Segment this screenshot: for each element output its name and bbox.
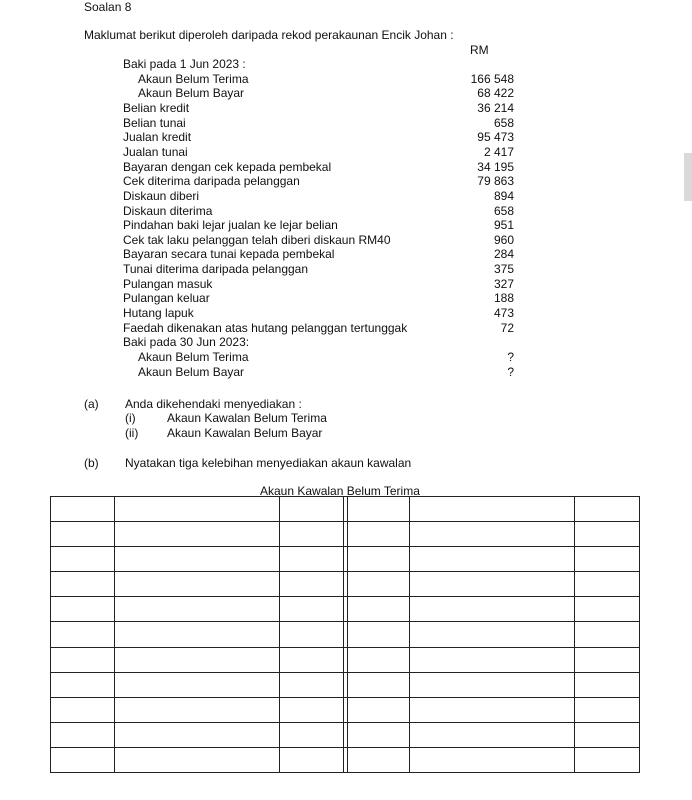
part-a-marker: (a)	[84, 397, 99, 411]
item-amount: 658	[493, 115, 514, 130]
item-amount: 960	[493, 232, 514, 247]
item-amount: 36 214	[477, 100, 514, 115]
part-a-sub-ii-text: Akaun Kawalan Belum Bayar	[167, 426, 323, 440]
item-label: Baki pada 1 Jun 2023 :	[123, 57, 246, 71]
part-b-marker: (b)	[84, 456, 99, 470]
item-amount: 68 422	[477, 86, 514, 101]
ledger-column-line	[639, 496, 640, 772]
ledger-column-line	[574, 496, 575, 772]
item-label: Hutang lapuk	[123, 306, 194, 321]
item-amount: ?	[507, 364, 514, 379]
item-label: Diskaun diberi	[123, 188, 200, 203]
part-a-text: Anda dikehendaki menyediakan :	[125, 397, 302, 411]
currency-header: RM	[470, 43, 489, 57]
ledger-title: Akaun Kawalan Belum Terima	[260, 484, 420, 498]
item-label: Pulangan keluar	[123, 291, 210, 306]
item-label: Tunai diterima daripada pelanggan	[123, 262, 309, 277]
item-label: Pulangan masuk	[123, 276, 213, 291]
ledger-center-divider	[343, 496, 348, 772]
item-label: Belian tunai	[123, 115, 186, 130]
item-label: Akaun Belum Bayar	[138, 86, 245, 101]
scrollbar-thumb[interactable]	[684, 153, 692, 201]
intro-text: Maklumat berikut diperoleh daripada rekod perakaunan Encik Johan :	[84, 28, 454, 42]
item-label: Cek tak laku pelanggan telah diberi diskaun RM40	[123, 232, 391, 247]
item-label: Diskaun diterima	[123, 203, 213, 218]
item-amount: 188	[493, 291, 514, 306]
item-label: Bayaran dengan cek kepada pembekal	[123, 159, 332, 174]
item-amount: 284	[493, 247, 514, 262]
item-amount: 473	[493, 306, 514, 321]
item-amount: 34 195	[477, 159, 514, 174]
item-amount: 894	[493, 188, 514, 203]
item-label: Akaun Belum Terima	[138, 71, 249, 86]
item-label: Akaun Belum Bayar	[138, 364, 245, 379]
part-a-sub-i-marker: (i)	[125, 411, 136, 425]
item-label: Jualan tunai	[123, 144, 188, 159]
ledger-column-line	[50, 496, 51, 772]
item-amount: 95 473	[477, 130, 514, 145]
item-amount: 2 417	[483, 144, 514, 159]
ledger-column-line	[279, 496, 280, 772]
part-a-sub-ii-marker: (ii)	[125, 426, 139, 440]
item-label: Faedah dikenakan atas hutang pelanggan tertunggak	[123, 320, 408, 335]
part-b-text: Nyatakan tiga kelebihan menyediakan akaun kawalan	[125, 456, 412, 470]
ledger-column-line	[114, 496, 115, 772]
item-label: Pindahan baki lejar jualan ke lejar belian	[123, 218, 338, 233]
item-amount: 375	[493, 262, 514, 277]
item-label: Belian kredit	[123, 100, 190, 115]
item-label: Cek diterima daripada pelanggan	[123, 174, 300, 189]
item-label: Akaun Belum Terima	[138, 350, 249, 364]
item-amount: 79 863	[477, 174, 514, 189]
part-a-sub-i-text: Akaun Kawalan Belum Terima	[167, 411, 327, 425]
item-label: Bayaran secara tunai kepada pembekal	[123, 247, 335, 262]
question-number: Soalan 8	[84, 0, 132, 14]
item-amount: 166 548	[470, 71, 514, 86]
item-amount: 951	[493, 218, 514, 233]
item-amount: 658	[493, 203, 514, 218]
item-amount: ?	[507, 350, 514, 364]
ledger-column-line	[409, 496, 410, 772]
ledger-row-line	[50, 772, 640, 773]
item-amount: 327	[493, 276, 514, 291]
item-amount: 72	[500, 320, 514, 335]
ledger-table	[50, 496, 640, 772]
item-label: Baki pada 30 Jun 2023:	[123, 335, 250, 350]
item-label: Jualan kredit	[123, 130, 192, 145]
